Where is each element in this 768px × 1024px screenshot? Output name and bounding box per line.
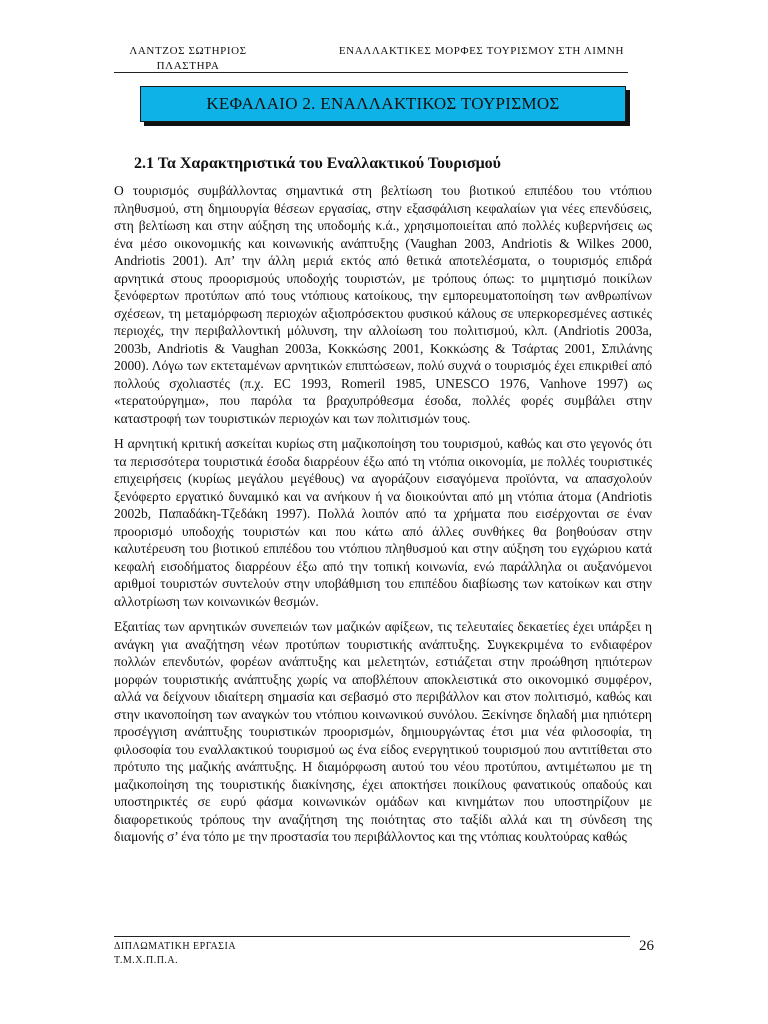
header-author-line1: ΛΑΝΤΖΟΣ ΣΩΤΗΡΙΟΣ [129, 45, 247, 57]
page-number: 26 [639, 938, 654, 954]
paragraph-1: Ο τουρισμός συμβάλλοντας σημαντικά στη βελτίωση του βιοτικού επιπέδου του ντόπιου πληθυσμού, στη δημιουργία θέσεων εργασίας, στην εξασφάλιση κεφαλαίων για νέες επενδύσεις, στη βελτίωση και στην αύξηση της υποδομής κ.ά., χρησιμοποιείται από πολλές κυβερνήσεις ως ένα μέσο οικονομικής και κοινωνικής ανάπτυξης (Vaughan 2003, Andriotis & Wilkes 2000, Andriotis 2001). Απ’ την άλλη μεριά εκτός από θετικά αποτελέσματα, ο τουρισμός επιδρά αρνητικά στους προορισμούς υποδοχής τουριστών, με τρόπους όπως: το μιμητισμό ποικίλων ξενόφερτων προτύπων από τους ντόπιους κατοίκους, την εμπορευματοποίηση των ανθρωπίνων σχέσεων, τη μεταμόρφωση περιοχών αξιοπρόσεκτου φυσικού κάλους σε υπερκορεσμένες αστικές περιοχές, την περιβαλλοντική μόλυνση, την αλλοίωση του πολιτισμού, κλπ. (Andriotis 2003a, 2003b, Andriotis & Vaughan 2003a, Κοκκώσης 2001, Κοκκώσης & Τσάρτας 2001, Σπιλάνης 2000). Λόγω των εκτεταμένων αρνητικών επιπτώσεων, πολύ συχνά ο τουρισμός έχει επικριθεί από πολλούς σχολιαστές (π.χ. EC 1993, Romeril 1985, UNESCO 1976, Vanhove 1997) ως «τερατούργημα», που παρόλα τα βραχυπρόθεσμα έσοδα, πολλές φορές συμβάλει στην καταστροφή των τουριστικών περιοχών και των πολιτισμών τους. [114, 183, 652, 426]
header-author-line2: ΠΛΑΣΤΗΡΑ [156, 60, 220, 72]
footer-rule [114, 936, 630, 937]
header-author [118, 44, 258, 74]
footer-line1: ΔΙΠΛΩΜΑΤΙΚΗ ΕΡΓΑΣΙΑ [114, 941, 237, 952]
paragraph-3: Εξαιτίας των αρνητικών συνεπειών των μαζικών αφίξεων, τις τελευταίες δεκαετίες έχει υπάρξει η ανάγκη για αναζήτηση νέων προτύπων τουριστικής ανάπτυξης. Συγκεκριμένα το ενδιαφέρον πολλών επενδυτών, φορέων ανάπτυξης και μελετητών, εστιάζεται στην προώθηση ηπιότερων μορφών τουριστικής ανάπτυξης χωρίς να αποβλέπουν αποκλειστικά στο οικονομικό συμφέρον, αλλά να δείχνουν ιδιαίτερη σημασία και σεβασμό στο περιβάλλον και στον πολιτισμό, καθώς και στην ικανοποίηση των αναγκών του ντόπιου κοινωνικού συνόλου. Ξεκίνησε δηλαδή μια ηπιότερη προσέγγιση ανάπτυξης τουριστικών προορισμών, δημιουργώντας έτσι μια νέα φιλοσοφία, τη φιλοσοφία του εναλλακτικού τουρισμού ως ένα είδος ενεργητικού τουρισμού που αντιτίθεται στο πρότυπο της μαζικής ανάπτυξης. Η διαμόρφωση αυτού του νέου προτύπου, αντιμέτωπου με τη μαζικοποίηση της τουριστικής διακίνησης, έχει αποκτήσει ποικίλους φανατικούς οπαδούς και υποστηρικτές σε ευρύ φάσμα κοινωνικών ομάδων και κινημάτων που υποστηρίζουν με διαφορετικούς τρόπους την αναζήτηση της ποιότητας στο ταξίδι αλλά και τη σύνδεση της διαμονής σ’ ένα τόπο με την προστασία του περιβάλλοντος και της ντόπιας κουλτούρας καθώς [114, 619, 652, 844]
paragraph-2: Η αρνητική κριτική ασκείται κυρίως στη μαζικοποίηση του τουρισμού, καθώς και στο γεγονός ότι τα περισσότερα τουριστικά έσοδα διαρρέουν έξω από τη ντόπια οικονομία, με πολλές τουριστικές επιχειρήσεις (κυρίως μεγάλου μεγέθους) να αγοράζουν εισαγόμενα προϊόντα, να απασχολούν ξενόφερτο εργατικό δυναμικό και να ανήκουν ή να διοικούνται από μη ντόπια άτομα (Andriotis 2002b, Παπαδάκη-Τζεδάκη 1997). Πολλά λοιπόν από τα χρήματα που εισέρχονται σε έναν προορισμό υποδοχής τουριστών και που κάτω από άλλες συνθήκες θα βοηθούσαν στην καλυτέρευση του βιοτικού επιπέδου του ντόπιου πληθυσμού και στην αύξηση του εγχώριου κατά κεφαλή εισοδήματος διαρρέουν έξω από την τοπική κοινωνία, ενώ παράλληλα οι αυξανόμενοι αριθμοί τουριστών συντελούν στην υποβάθμιση του επιπέδου διαβίωσης των κατοίκων και στην αλλοτρίωση των κοινωνικών θεσμών. [114, 436, 652, 609]
section-heading: 2.1 Τα Χαρακτηριστικά του Εναλλακτικού Τουρισμού [134, 155, 501, 172]
chapter-title-box [140, 86, 626, 122]
header-rule [114, 72, 628, 73]
chapter-title: ΚΕΦΑΛΑΙΟ 2. ΕΝΑΛΛΑΚΤΙΚΟΣ ΤΟΥΡΙΣΜΟΣ [206, 94, 560, 113]
body-text [114, 182, 652, 922]
header-title: ΕΝΑΛΛΑΚΤΙΚΕΣ ΜΟΡΦΕΣ ΤΟΥΡΙΣΜΟΥ ΣΤΗ ΛΙΜΝΗ [338, 45, 624, 57]
footer-info [114, 940, 236, 968]
footer-line2: Τ.Μ.Χ.Π.Π.Α. [114, 955, 179, 966]
